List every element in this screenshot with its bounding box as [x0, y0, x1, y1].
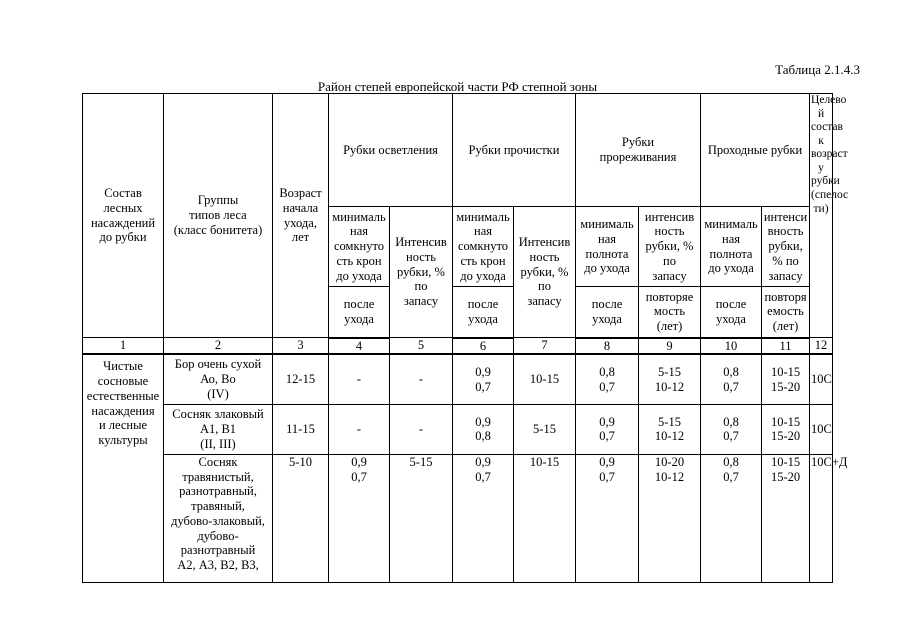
row-2-c7: 5-15	[514, 404, 576, 454]
row-2-type: Сосняк злаковый А1, В1 (II, III)	[164, 404, 273, 454]
col-number: 11	[762, 338, 810, 355]
col-number: 7	[514, 338, 576, 355]
header-g4-intensity: интенси вность рубки, % по запасу	[762, 207, 810, 287]
col-number: 12	[810, 338, 833, 355]
row-1-c4: -	[329, 354, 390, 404]
row-1-age: 12-15	[273, 354, 329, 404]
row-3-type: Сосняк травянистый, разнотравный, травяный, дубово-злаковый, дубово- разнотравный А2, А3, В2, В3,	[164, 454, 273, 582]
row-1-c10: 0,8 0,7	[701, 354, 762, 404]
row-1-type: Бор очень сухой Ао, Во (IV)	[164, 354, 273, 404]
col-number: 9	[639, 338, 701, 355]
header-g3-min-fullness: минималь ная полнота до ухода	[576, 207, 639, 287]
row-3-c7: 10-15	[514, 454, 576, 582]
col-number: 2	[164, 338, 273, 355]
row-3-age: 5-10	[273, 454, 329, 582]
header-g1-after: после ухода	[329, 287, 390, 338]
row-1-c6: 0,9 0,7	[453, 354, 514, 404]
row-2-c8: 0,9 0,7	[576, 404, 639, 454]
header-group-cleaning: Рубки прочистки	[453, 94, 576, 207]
col-number: 6	[453, 338, 514, 355]
header-g3-after: после ухода	[576, 287, 639, 338]
header-group-passing: Проходные рубки	[701, 94, 810, 207]
group-label-pine: Чистые сосновые естественные насаждения и лесные культуры	[83, 354, 164, 582]
row-2-c11: 10-15 15-20	[762, 404, 810, 454]
forest-thinning-table	[82, 93, 849, 583]
col-number: 1	[83, 338, 164, 355]
header-g1-intensity: Интенсив ность рубки, % по запасу	[390, 207, 453, 338]
row-1-c8: 0,8 0,7	[576, 354, 639, 404]
header-g2-min-density: минималь ная сомкнуто сть крон до ухода	[453, 207, 514, 287]
header-g3-intensity: интенсив ность рубки, % по запасу	[639, 207, 701, 287]
row-2-c5: -	[390, 404, 453, 454]
header-group-clearing: Рубки осветления	[329, 94, 453, 207]
row-1-c11: 10-15 15-20	[762, 354, 810, 404]
row-2-age: 11-15	[273, 404, 329, 454]
row-3-c5: 5-15	[390, 454, 453, 582]
row-2-c4: -	[329, 404, 390, 454]
row-2-c6: 0,9 0,8	[453, 404, 514, 454]
header-g3-repeat: повторяе мость (лет)	[639, 287, 701, 338]
header-g4-after: после ухода	[701, 287, 762, 338]
header-g4-min-fullness: минималь ная полнота до ухода	[701, 207, 762, 287]
col-number: 5	[390, 338, 453, 355]
row-3-c9: 10-20 10-12	[639, 454, 701, 582]
table-number-label: Таблица 2.1.4.3	[775, 62, 860, 77]
row-1-c12: 10С	[810, 354, 833, 404]
row-2-c10: 0,8 0,7	[701, 404, 762, 454]
table-caption: Район степей европейской части РФ степной зоны	[317, 79, 598, 94]
row-2-c12: 10С	[810, 404, 833, 454]
header-g4-repeat: повторя емость (лет)	[762, 287, 810, 338]
header-start-age: Возраст начала ухода, лет	[273, 94, 329, 338]
header-composition: Состав лесных насаждений до рубки	[83, 94, 164, 338]
header-forest-type: Группы типов леса (класс бонитета)	[164, 94, 273, 338]
header-g2-after: после ухода	[453, 287, 514, 338]
row-1-c7: 10-15	[514, 354, 576, 404]
col-number: 10	[701, 338, 762, 355]
row-3-c6: 0,9 0,7	[453, 454, 514, 582]
header-g1-min-density: минималь ная сомкнуто сть крон до ухода	[329, 207, 390, 287]
row-3-c10: 0,8 0,7	[701, 454, 762, 582]
col-number: 3	[273, 338, 329, 355]
row-3-c8: 0,9 0,7	[576, 454, 639, 582]
header-group-thinning: Рубки прореживания	[576, 94, 701, 207]
header-target-composition: Целево й состав к возраст у рубки (спелос ти)	[810, 94, 833, 338]
row-3-c11: 10-15 15-20	[762, 454, 810, 582]
row-1-c9: 5-15 10-12	[639, 354, 701, 404]
col-number: 4	[329, 338, 390, 355]
row-3-c4: 0,9 0,7	[329, 454, 390, 582]
col-number: 8	[576, 338, 639, 355]
header-g2-intensity: Интенсив ность рубки, % по запасу	[514, 207, 576, 338]
row-3-c12: 10С+Д	[810, 454, 833, 582]
row-2-c9: 5-15 10-12	[639, 404, 701, 454]
row-1-c5: -	[390, 354, 453, 404]
